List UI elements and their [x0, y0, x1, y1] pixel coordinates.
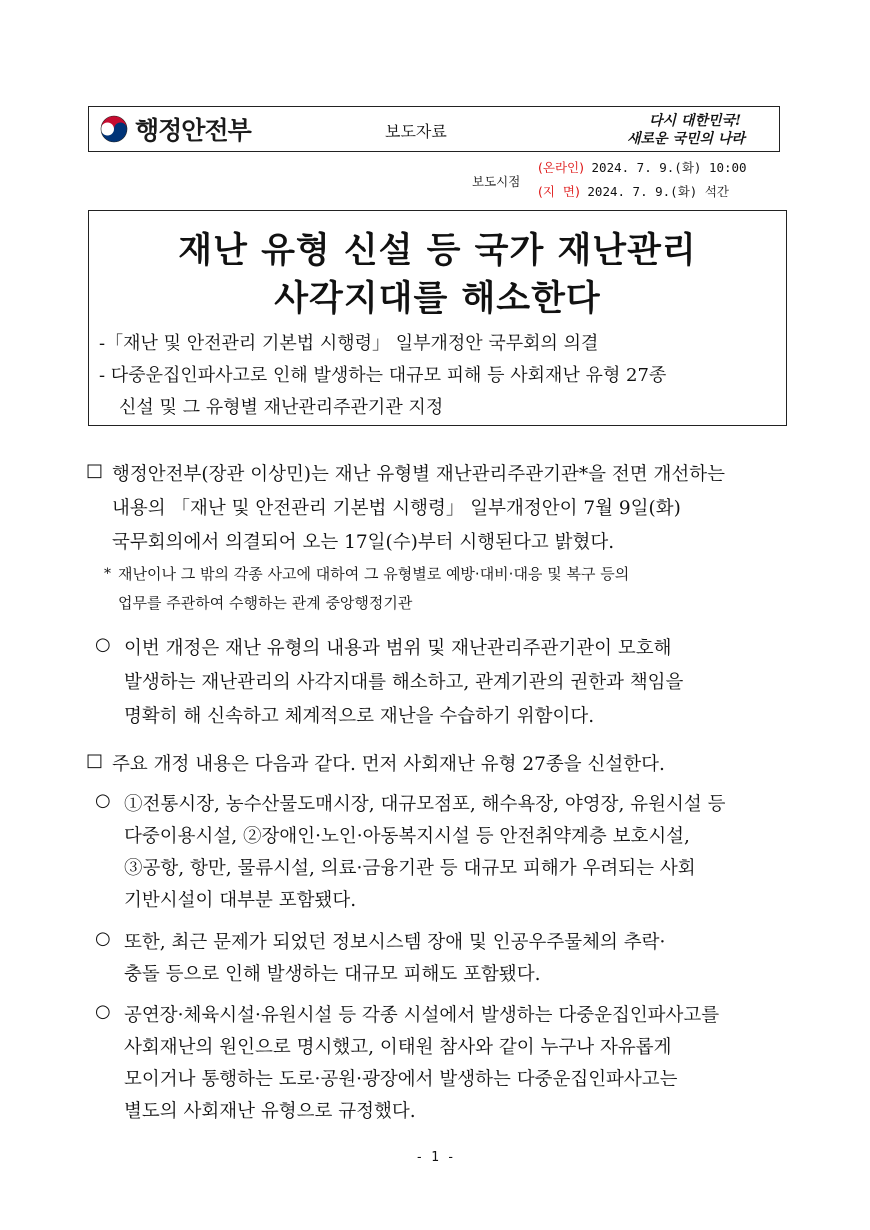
p1-line2: 내용의 「재난 및 안전관리 기본법 시행령」 일부개정안이 7월 9일(화): [112, 498, 681, 519]
slogan: [619, 109, 769, 149]
online-tag: (온라인): [538, 160, 584, 175]
square-bullet: □: [86, 750, 104, 771]
release-print-row: [538, 182, 729, 200]
slogan-line1: 다시 대한민국!: [649, 113, 742, 129]
subheading-2: - 다중운집인파사고로 인해 발생하는 대규모 피해 등 사회재난 유형 27종: [99, 365, 667, 386]
c2-line3: ③공항, 항만, 물류시설, 의료·금융기관 등 대규모 피해가 우려되는 사회: [124, 858, 696, 879]
release-label: 보도시점: [472, 174, 521, 189]
release-online-row: [538, 158, 747, 176]
c4-line1: 공연장·체육시설·유원시설 등 각종 시설에서 발생하는 다중운집인파사고를: [124, 1005, 720, 1026]
slogan-line2: 새로운 국민의 나라: [627, 131, 745, 147]
c4-line3: 모이거나 통행하는 도로·공원·광장에서 발생하는 다중운집인파사고는: [124, 1069, 678, 1090]
print-time: 2024. 7. 9.(화) 석간: [587, 184, 729, 199]
footnote-line1: 재난이나 그 밖의 각종 사고에 대하여 그 유형별로 예방·대비·대응 및 복구 등의: [118, 565, 630, 583]
title-box: [88, 210, 787, 426]
footnote-star: *: [104, 566, 111, 582]
taegeuk-emblem-icon: [99, 114, 129, 144]
print-tag: (지 면): [538, 184, 580, 199]
ministry-logo: [99, 113, 251, 145]
p1-line3: 국무회의에서 의결되어 오는 17일(수)부터 시행된다고 밝혔다.: [112, 532, 615, 553]
release-time-block: [472, 158, 772, 204]
circle-bullet: ○: [95, 928, 111, 949]
c4-line4: 별도의 사회재난 유형으로 규정했다.: [124, 1101, 416, 1122]
c2-line2: 다중이용시설, ②장애인·노인·아동복지시설 등 안전취약계층 보호시설,: [124, 826, 690, 847]
square-bullet: □: [86, 460, 104, 481]
page-number: - 1 -: [415, 1150, 455, 1165]
headline-line2: 사각지대를 해소한다: [274, 279, 601, 319]
c4-line2: 사회재난의 원인으로 명시했고, 이태원 참사와 같이 누구나 자유롭게: [124, 1037, 672, 1058]
circle-bullet: ○: [95, 790, 111, 811]
c1-line2: 발생하는 재난관리의 사각지대를 해소하고, 관계기관의 권한과 책임을: [124, 672, 684, 693]
subheading-1: -「재난 및 안전관리 기본법 시행령」 일부개정안 국무회의 의결: [99, 333, 599, 354]
org-name: 행정안전부: [135, 116, 251, 145]
circle-bullet: ○: [95, 634, 111, 655]
header-box: [88, 106, 780, 152]
footnote-line2: 업무를 주관하여 수행하는 관계 중앙행정기관: [118, 594, 413, 612]
p1-line1: 행정안전부(장관 이상민)는 재난 유형별 재난관리주관기관*을 전면 개선하는: [112, 464, 725, 485]
press-release-label: 보도자료: [385, 122, 447, 141]
online-time: 2024. 7. 9.(화) 10:00: [591, 160, 747, 175]
c2-line1: ①전통시장, 농수산물도매시장, 대규모점포, 해수욕장, 야영장, 유원시설 등: [124, 794, 726, 815]
c2-line4: 기반시설이 대부분 포함됐다.: [124, 890, 357, 911]
subheading-2-cont: 신설 및 그 유형별 재난관리주관기관 지정: [119, 397, 444, 418]
c1-line3: 명확히 해 신속하고 체계적으로 재난을 수습하기 위함이다.: [124, 706, 595, 727]
headline-line1: 재난 유형 신설 등 국가 재난관리: [178, 231, 697, 271]
c3-line2: 충돌 등으로 인해 발생하는 대규모 피해도 포함됐다.: [124, 964, 541, 985]
p2-line1: 주요 개정 내용은 다음과 같다. 먼저 사회재난 유형 27종을 신설한다.: [112, 754, 665, 775]
c1-line1: 이번 개정은 재난 유형의 내용과 범위 및 재난관리주관기관이 모호해: [124, 638, 672, 659]
circle-bullet: ○: [95, 1001, 111, 1022]
c3-line1: 또한, 최근 문제가 되었던 정보시스템 장애 및 인공우주물체의 추락·: [124, 932, 666, 953]
